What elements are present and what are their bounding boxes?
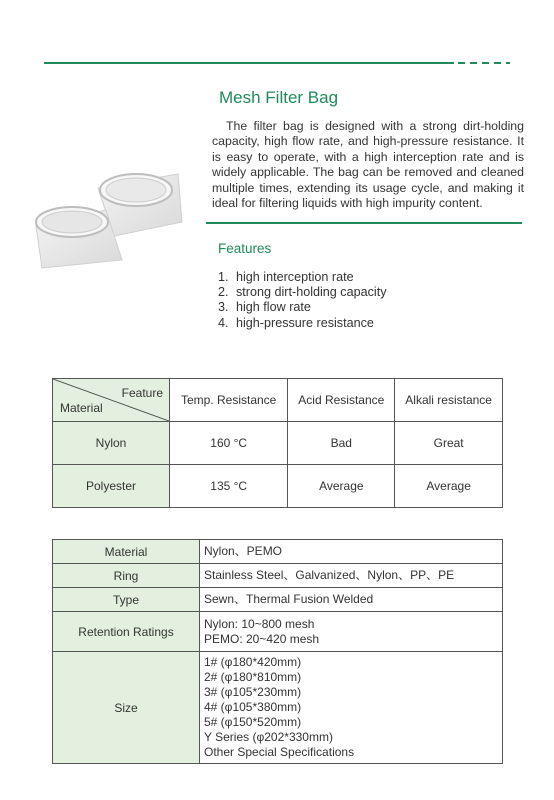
spec-label: Type: [53, 588, 200, 612]
table-row: [53, 422, 503, 465]
table-cell: Great: [395, 422, 503, 465]
table-cell: 135 °C: [170, 465, 288, 508]
column-header: Alkali resistance: [395, 379, 503, 422]
table-row: [53, 465, 503, 508]
resistance-table: [52, 378, 503, 508]
list-item-text: high flow rate: [236, 300, 311, 315]
list-item: [218, 300, 387, 315]
section-divider: [206, 222, 522, 224]
row-header: Polyester: [53, 465, 170, 508]
list-item-number: 4.: [218, 315, 229, 330]
spec-value-line: 4# (φ105*380mm): [204, 700, 302, 714]
list-item-number: 3.: [218, 300, 229, 315]
table-cell: Average: [395, 465, 503, 508]
spec-value-line: Nylon、PEMO: [204, 544, 283, 558]
spec-value-line: Nylon: 10~800 mesh: [204, 616, 315, 631]
list-item-text: high interception rate: [236, 270, 354, 284]
spec-label: Material: [53, 540, 200, 564]
column-header: Temp. Resistance: [170, 379, 288, 422]
spec-label: Ring: [53, 564, 200, 588]
table-cell: 160 °C: [170, 422, 288, 465]
spec-value: [200, 588, 503, 612]
spec-value-line: 1# (φ180*420mm): [204, 655, 302, 669]
top-divider: [44, 62, 454, 64]
spec-value-line: 5# (φ150*520mm): [204, 715, 302, 729]
spec-value-line: Y Series (φ202*330mm): [204, 730, 333, 744]
spec-value-line: Sewn、Thermal Fusion Welded: [204, 592, 374, 606]
product-description: The filter bag is designed with a strong dirt-holding capacity, high flow rate, and high-pressure resistance. It is easy to operate, with a high interception rate and is widely applicable. The bag can be removed and cleaned multiple times, extending its usage cycle, and making it ideal for filtering liquids with high impurity content.: [212, 119, 524, 211]
spec-label: Retention Ratings: [53, 612, 200, 652]
spec-value: [200, 564, 503, 588]
filter-bag-image: [28, 166, 192, 270]
spec-value: [200, 612, 503, 652]
table-row: [53, 564, 503, 588]
spec-value-line: Stainless Steel、Galvanized、Nylon、PP、PE: [204, 568, 455, 582]
top-divider-dashes: [458, 62, 510, 64]
features-heading: Features: [218, 241, 272, 256]
table-row: [53, 612, 503, 652]
table-cell: Bad: [288, 422, 395, 465]
table-row: [53, 540, 503, 564]
list-item-text: high-pressure resistance: [236, 315, 374, 330]
column-header: Acid Resistance: [288, 379, 395, 422]
list-item: [218, 316, 387, 331]
spec-value: [200, 652, 503, 764]
spec-table: [52, 539, 503, 764]
spec-value-line: 2# (φ180*810mm): [204, 670, 302, 684]
row-header: Nylon: [53, 422, 170, 465]
page-title: Mesh Filter Bag: [219, 88, 339, 107]
spec-label: Size: [53, 652, 200, 764]
spec-value-line: 3# (φ105*230mm): [204, 685, 302, 699]
corner-feature-label: Feature: [121, 386, 163, 400]
table-row: [53, 588, 503, 612]
table-corner-cell: [53, 379, 170, 422]
list-item-number: 2.: [218, 285, 229, 300]
list-item-text: strong dirt-holding capacity: [236, 285, 387, 300]
spec-value-line: Other Special Specifications: [204, 745, 355, 759]
list-item: [218, 270, 387, 285]
list-item-number: 1.: [218, 270, 229, 284]
table-cell: Average: [288, 465, 395, 508]
features-list: [218, 270, 387, 331]
spec-value: [200, 540, 503, 564]
spec-value-line: PEMO: 20~420 mesh: [204, 631, 320, 646]
table-row: [53, 652, 503, 764]
list-item: [218, 285, 387, 300]
corner-material-label: Material: [60, 401, 103, 415]
